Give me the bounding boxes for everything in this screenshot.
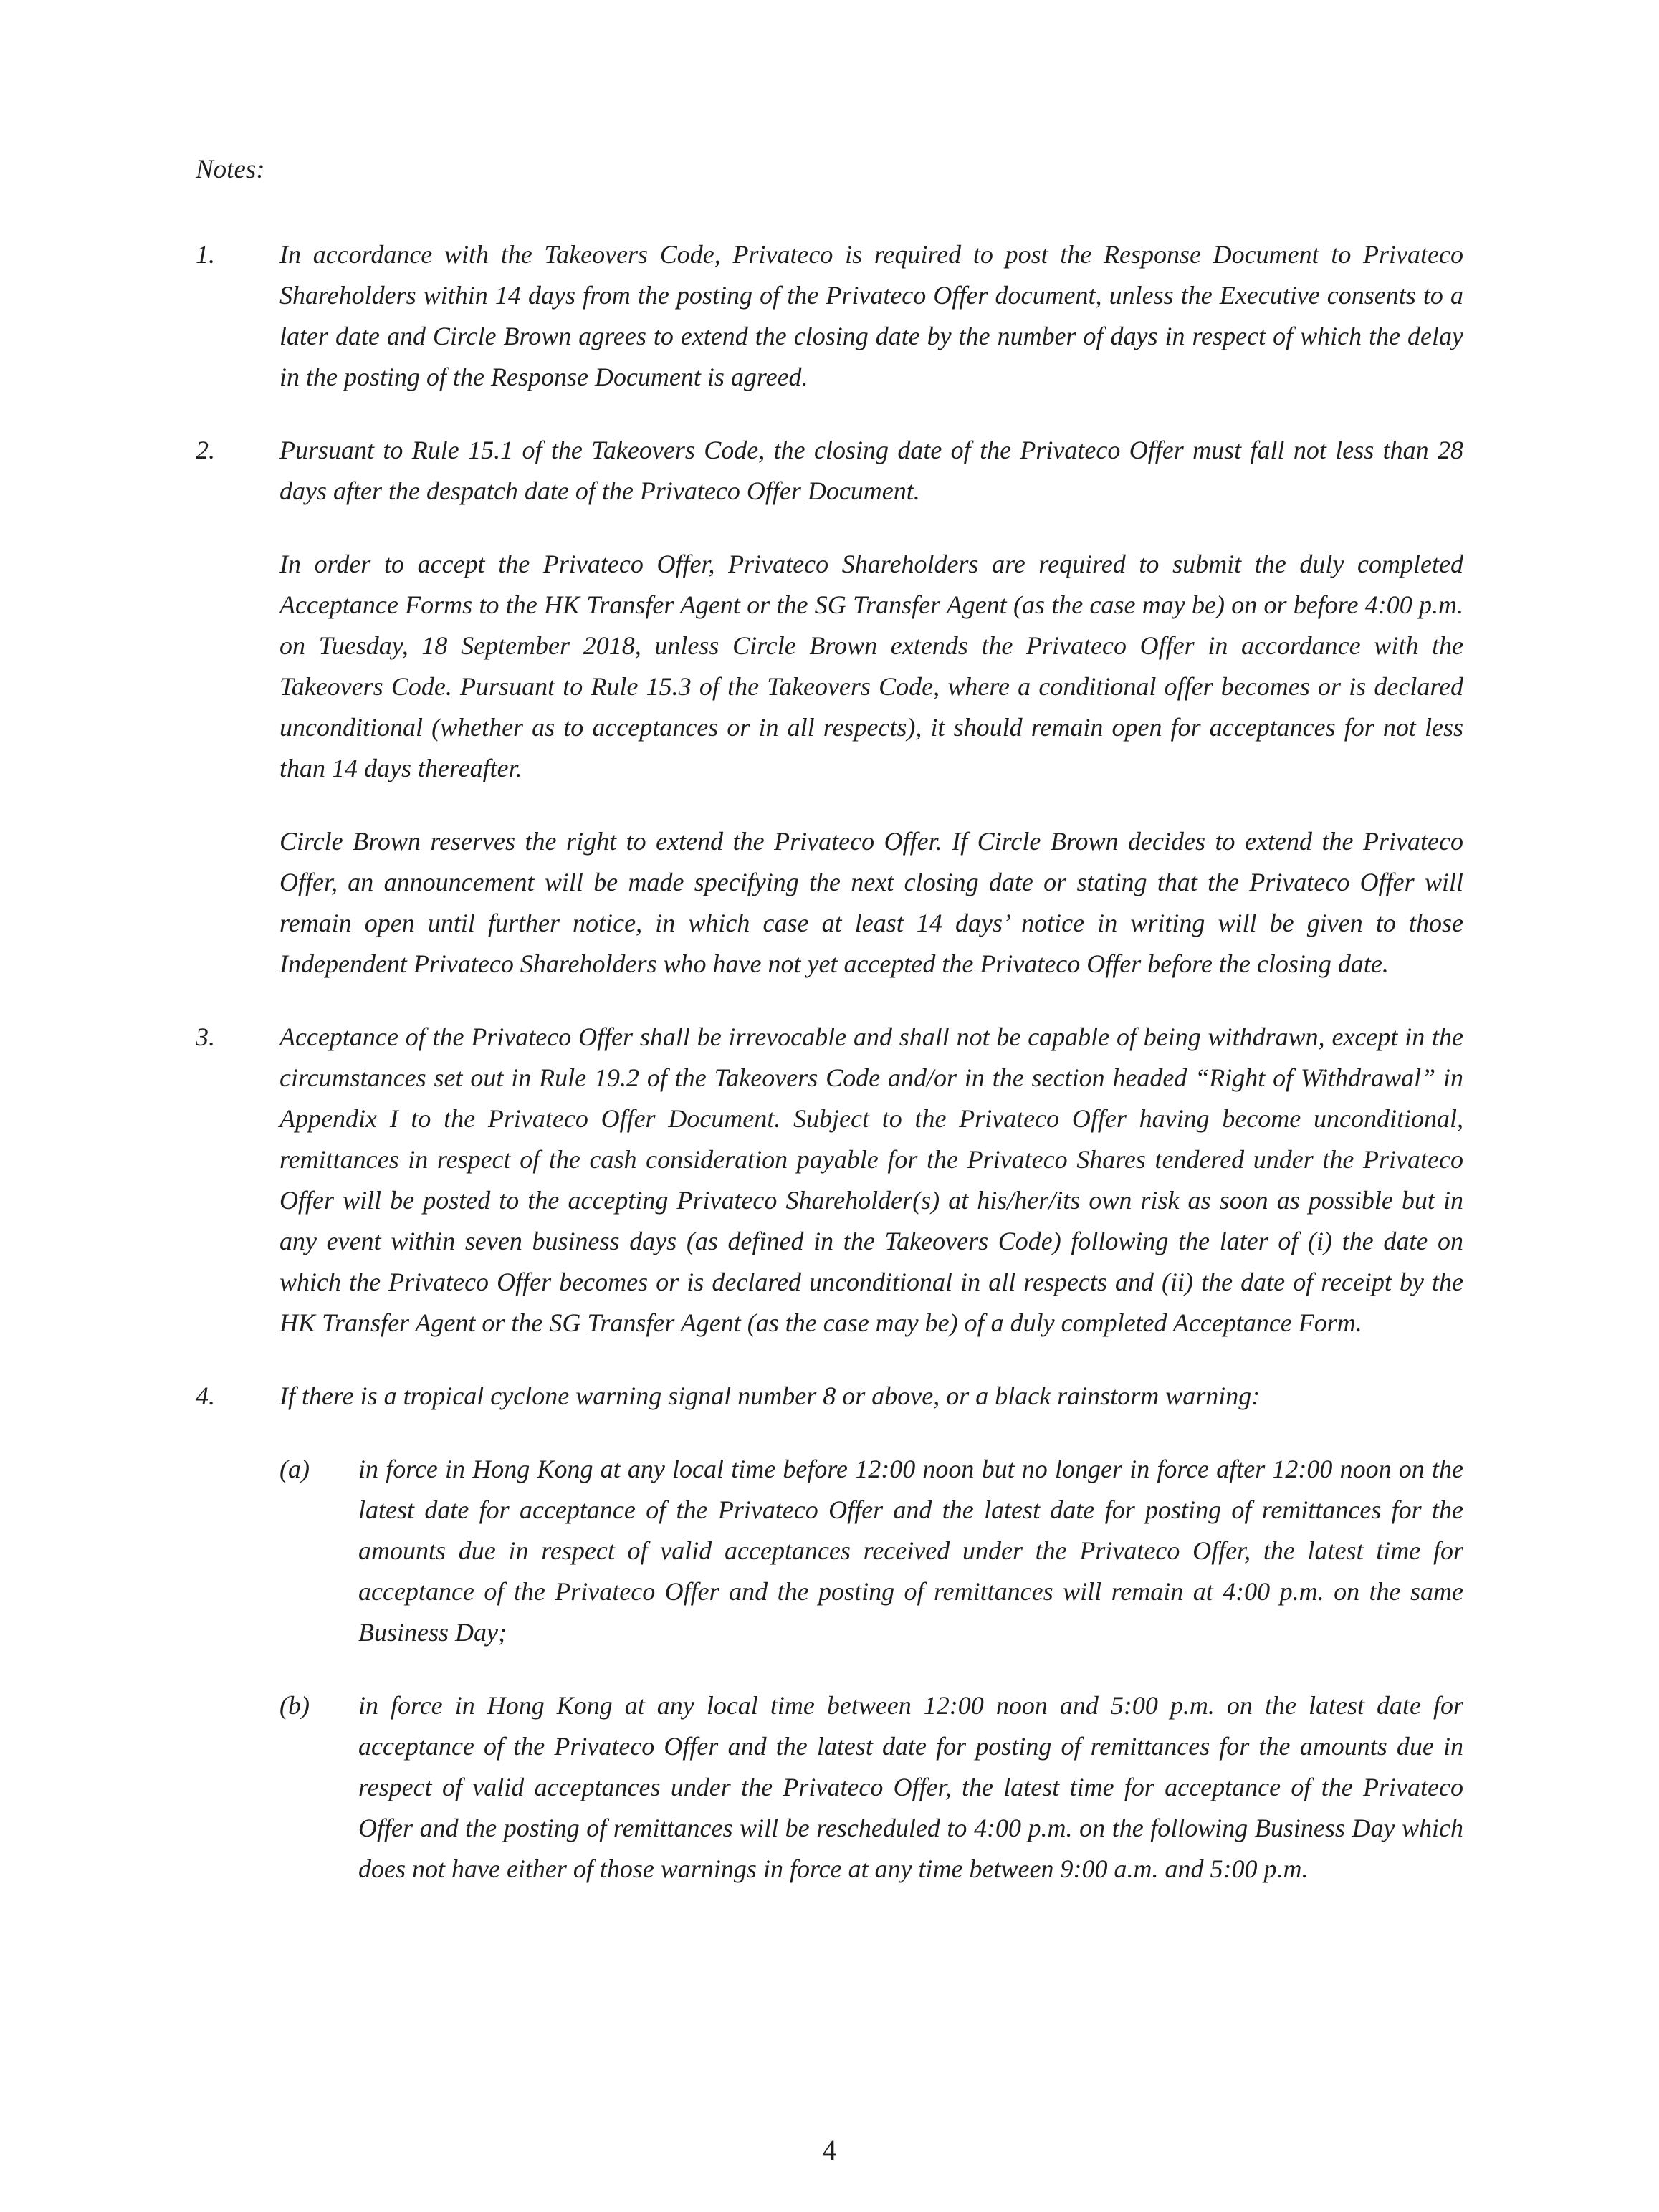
subitem-label: (a) bbox=[279, 1455, 310, 1483]
note-number: 3. bbox=[196, 1023, 215, 1051]
note-item-3 bbox=[196, 1017, 1463, 1344]
note-body bbox=[279, 1017, 1463, 1344]
note-body bbox=[279, 430, 1463, 985]
note-body bbox=[279, 1376, 1463, 1890]
note-subitem-b bbox=[279, 1685, 1463, 1890]
note-body bbox=[279, 234, 1463, 398]
note-item-4 bbox=[196, 1376, 1463, 1890]
page-heading: Notes: bbox=[196, 155, 265, 184]
note-subitem-a bbox=[279, 1449, 1463, 1653]
subitem-text: in force in Hong Kong at any local time before 12:00 noon but no longer in force after 12:00 noon on the latest date for acceptance of the Privateco Offer and the latest date for posting of remittances for the amounts due in respect of valid acceptances received under the Privateco Offer, the latest time for acceptance of the Privateco Offer and the posting of remittances will remain at 4:00 p.m. on the same Business Day; bbox=[358, 1455, 1463, 1647]
note-paragraph: Circle Brown reserves the right to extend the Privateco Offer. If Circle Brown decides to extend the Privateco Offer, an announcement will be made specifying the next closing date or stating that the Privateco Offer will remain open until further notice, in which case at least 14 days’ notice in writing will be given to those Independent Privateco Shareholders who have not yet accepted the Privateco Offer before the closing date. bbox=[279, 827, 1463, 978]
note-paragraph: In accordance with the Takeovers Code, Privateco is required to post the Response Document to Privateco Shareholders within 14 days from the posting of the Privateco Offer document, unless the Executive consents to a later date and Circle Brown agrees to extend the closing date by the number of days in respect of which the delay in the posting of the Response Document is agreed. bbox=[279, 240, 1463, 391]
note-paragraph: In order to accept the Privateco Offer, Privateco Shareholders are required to submit the duly completed Acceptance Forms to the HK Transfer Agent or the SG Transfer Agent (as the case may be) on or before 4:00 p.m. on Tuesday, 18 September 2018, unless Circle Brown extends the Privateco Offer in accordance with the Takeovers Code. Pursuant to Rule 15.3 of the Takeovers Code, where a conditional offer becomes or is declared unconditional (whether as to acceptances or in all respects), it should remain open for acceptances for not less than 14 days thereafter. bbox=[279, 550, 1463, 782]
note-item-1 bbox=[196, 234, 1463, 398]
note-paragraph: If there is a tropical cyclone warning signal number 8 or above, or a black rainstorm warning: bbox=[279, 1382, 1261, 1410]
note-number: 2. bbox=[196, 436, 215, 464]
subitem-label: (b) bbox=[279, 1691, 310, 1720]
note-number: 4. bbox=[196, 1382, 215, 1410]
page-number: 4 bbox=[822, 2134, 837, 2166]
note-paragraph: Acceptance of the Privateco Offer shall be irrevocable and shall not be capable of being withdrawn, except in the circumstances set out in Rule 19.2 of the Takeovers Code and/or in the section headed “Right of Withdrawal” in Appendix I to the Privateco Offer Document. Subject to the Privateco Offer having become unconditional, remittances in respect of the cash consideration payable for the Privateco Shares tendered under the Privateco Offer will be posted to the accepting Privateco Shareholder(s) at his/her/its own risk as soon as possible but in any event within seven business days (as defined in the Takeovers Code) following the later of (i) the date on which the Privateco Offer becomes or is declared unconditional in all respects and (ii) the date of receipt by the HK Transfer Agent or the SG Transfer Agent (as the case may be) of a duly completed Acceptance Form. bbox=[279, 1023, 1463, 1337]
note-number: 1. bbox=[196, 240, 215, 269]
note-item-2 bbox=[196, 430, 1463, 985]
note-paragraph: Pursuant to Rule 15.1 of the Takeovers Code, the closing date of the Privateco Offer must fall not less than 28 days after the despatch date of the Privateco Offer Document. bbox=[279, 436, 1463, 505]
subitem-text: in force in Hong Kong at any local time between 12:00 noon and 5:00 p.m. on the latest date for acceptance of the Privateco Offer and the latest date for posting of remittances for the amounts due in respect of valid acceptances under the Privateco Offer, the latest time for acceptance of the Privateco Offer and the posting of remittances will be rescheduled to 4:00 p.m. on the following Business Day which does not have either of those warnings in force at any time between 9:00 a.m. and 5:00 p.m. bbox=[358, 1691, 1463, 1883]
